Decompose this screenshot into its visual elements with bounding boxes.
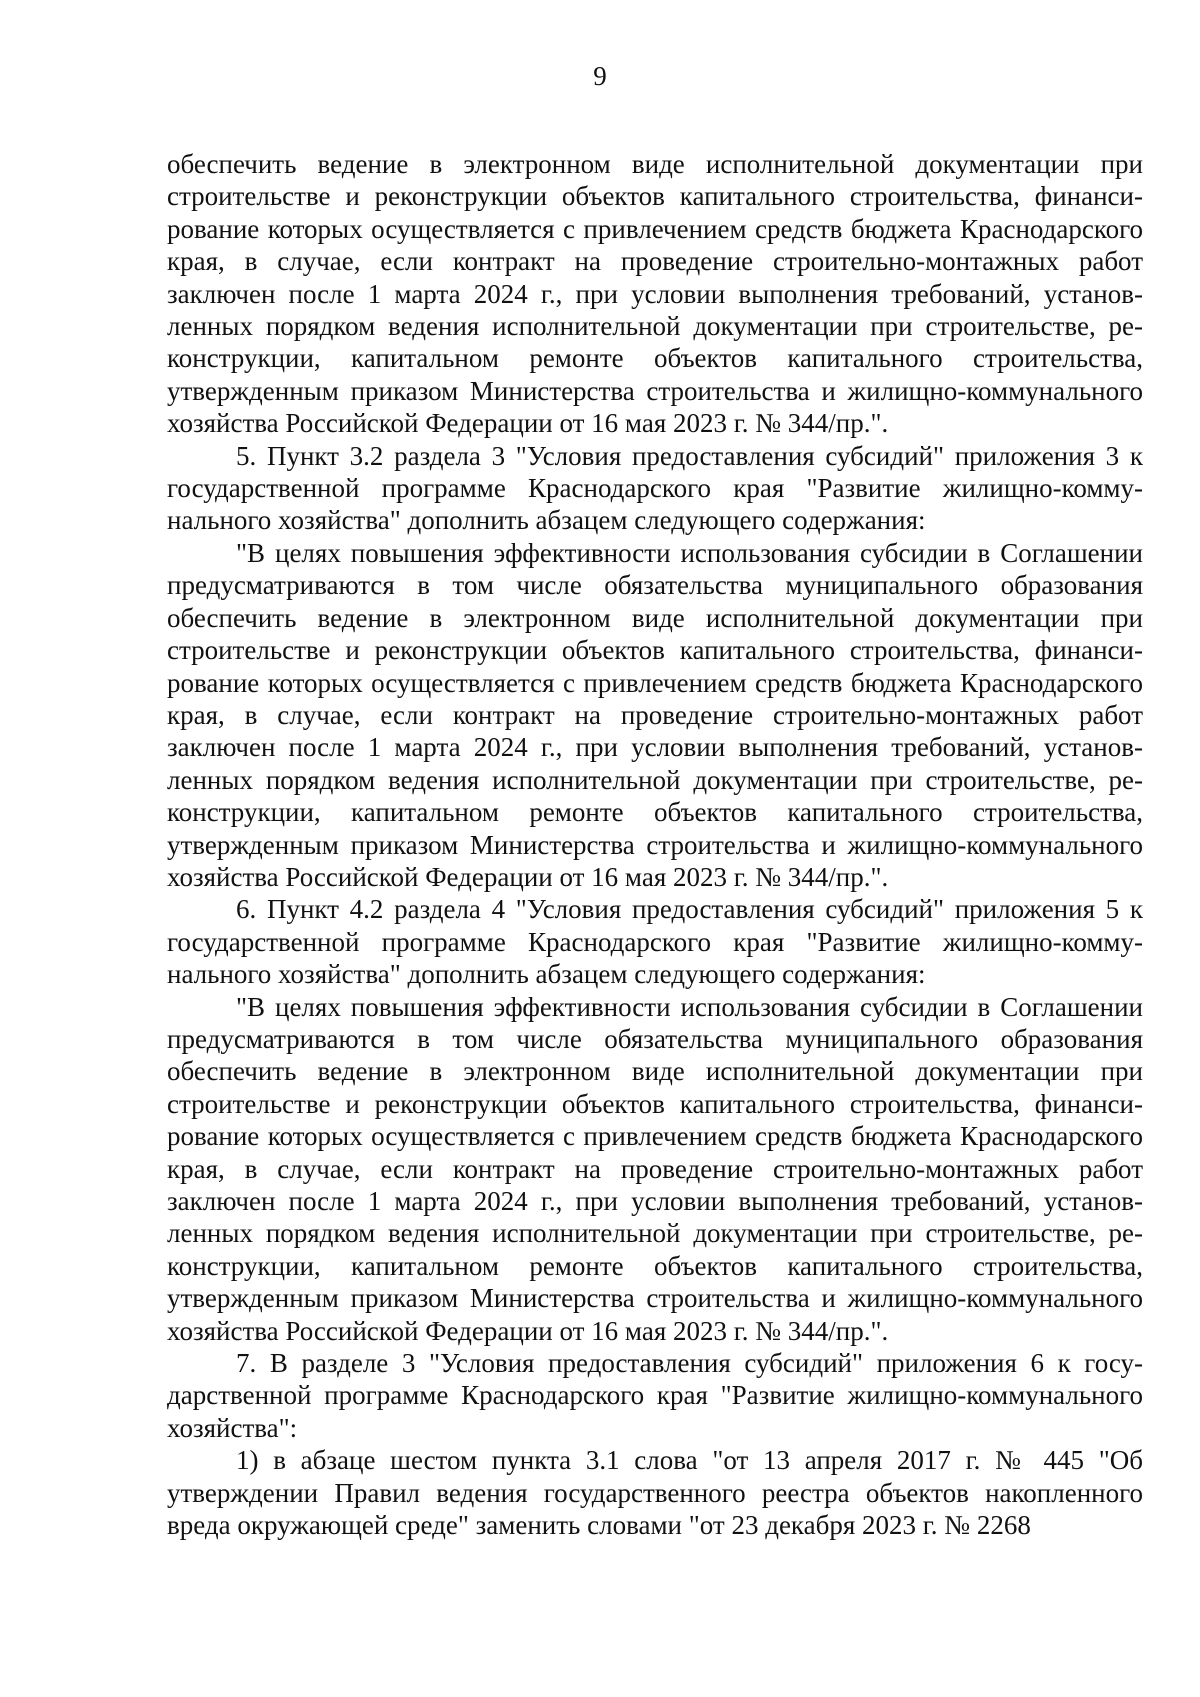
paragraph-item-5: 5. Пункт 3.2 раздела 3 "Условия предоставления субсидий" приложения 3 к государственной программе Краснодарского края "Развитие жилищно-коммунального хозяйства" дополнить абзацем следующего содержания: xyxy=(167,440,1143,536)
paragraph-item-6-quote: "В целях повышения эффективности использования субсидии в Соглашении предусматриваются в том числе обязательства муниципального образования обеспечить ведение в электронном виде исполнительной документации при строительстве и реконструкции объектов капитального строительства, финансирование которых осуществляется с привлечением средств бюджета Краснодарского края, в случае, если контракт на проведение строительно-монтажных работ заключен после 1 марта 2024 г., при условии выполнения требований, установленных порядком ведения исполнительной документации при строительстве, реконструкции, капитальном ремонте объектов капитального строительства, утвержденным приказом Министерства строительства и жилищно-коммунального хозяйства Российской Федерации от 16 мая 2023 г. № 344/пр.". xyxy=(167,991,1143,1346)
document-body xyxy=(167,148,1143,1541)
paragraph-item-7-sub-1: 1) в абзаце шестом пункта 3.1 слова "от 13 апреля 2017 г. № 445 "Об утверждении Правил ведения государственного реестра объектов накопленного вреда окружающей среде" заменить словами "от 23 декабря 2023 г. № 2268 xyxy=(167,1445,1143,1541)
paragraph-item-7: 7. В разделе 3 "Условия предоставления субсидий" приложения 6 к государственной программе Краснодарского края "Развитие жилищно-коммунального хозяйства": xyxy=(167,1348,1143,1443)
paragraph-continuation: обеспечить ведение в электронном виде исполнительной документации при строительстве и реконструкции объектов капитального строительства, финансирование которых осуществляется с привлечением средств бюджета Краснодарского края, в случае, если контракт на проведение строительно-монтажных работ заключен после 1 марта 2024 г., при условии выполнения требований, установленных порядком ведения исполнительной документации при строительстве, реконструкции, капитальном ремонте объектов капитального строительства, утвержденным приказом Министерства строительства и жилищно-коммунального хозяйства Российской Федерации от 16 мая 2023 г. № 344/пр.". xyxy=(167,149,1143,439)
page-number: 9 xyxy=(593,61,607,91)
paragraph-item-6: 6. Пункт 4.2 раздела 4 "Условия предоставления субсидий" приложения 5 к государственной программе Краснодарского края "Развитие жилищно-коммунального хозяйства" дополнить абзацем следующего содержания: xyxy=(167,894,1143,990)
paragraph-item-5-quote: "В целях повышения эффективности использования субсидии в Соглашении предусматриваются в том числе обязательства муниципального образования обеспечить ведение в электронном виде исполнительной документации при строительстве и реконструкции объектов капитального строительства, финансирование которых осуществляется с привлечением средств бюджета Краснодарского края, в случае, если контракт на проведение строительно-монтажных работ заключен после 1 марта 2024 г., при условии выполнения требований, установленных порядком ведения исполнительной документации при строительстве, реконструкции, капитальном ремонте объектов капитального строительства, утвержденным приказом Министерства строительства и жилищно-коммунального хозяйства Российской Федерации от 16 мая 2023 г. № 344/пр.". xyxy=(167,537,1143,892)
